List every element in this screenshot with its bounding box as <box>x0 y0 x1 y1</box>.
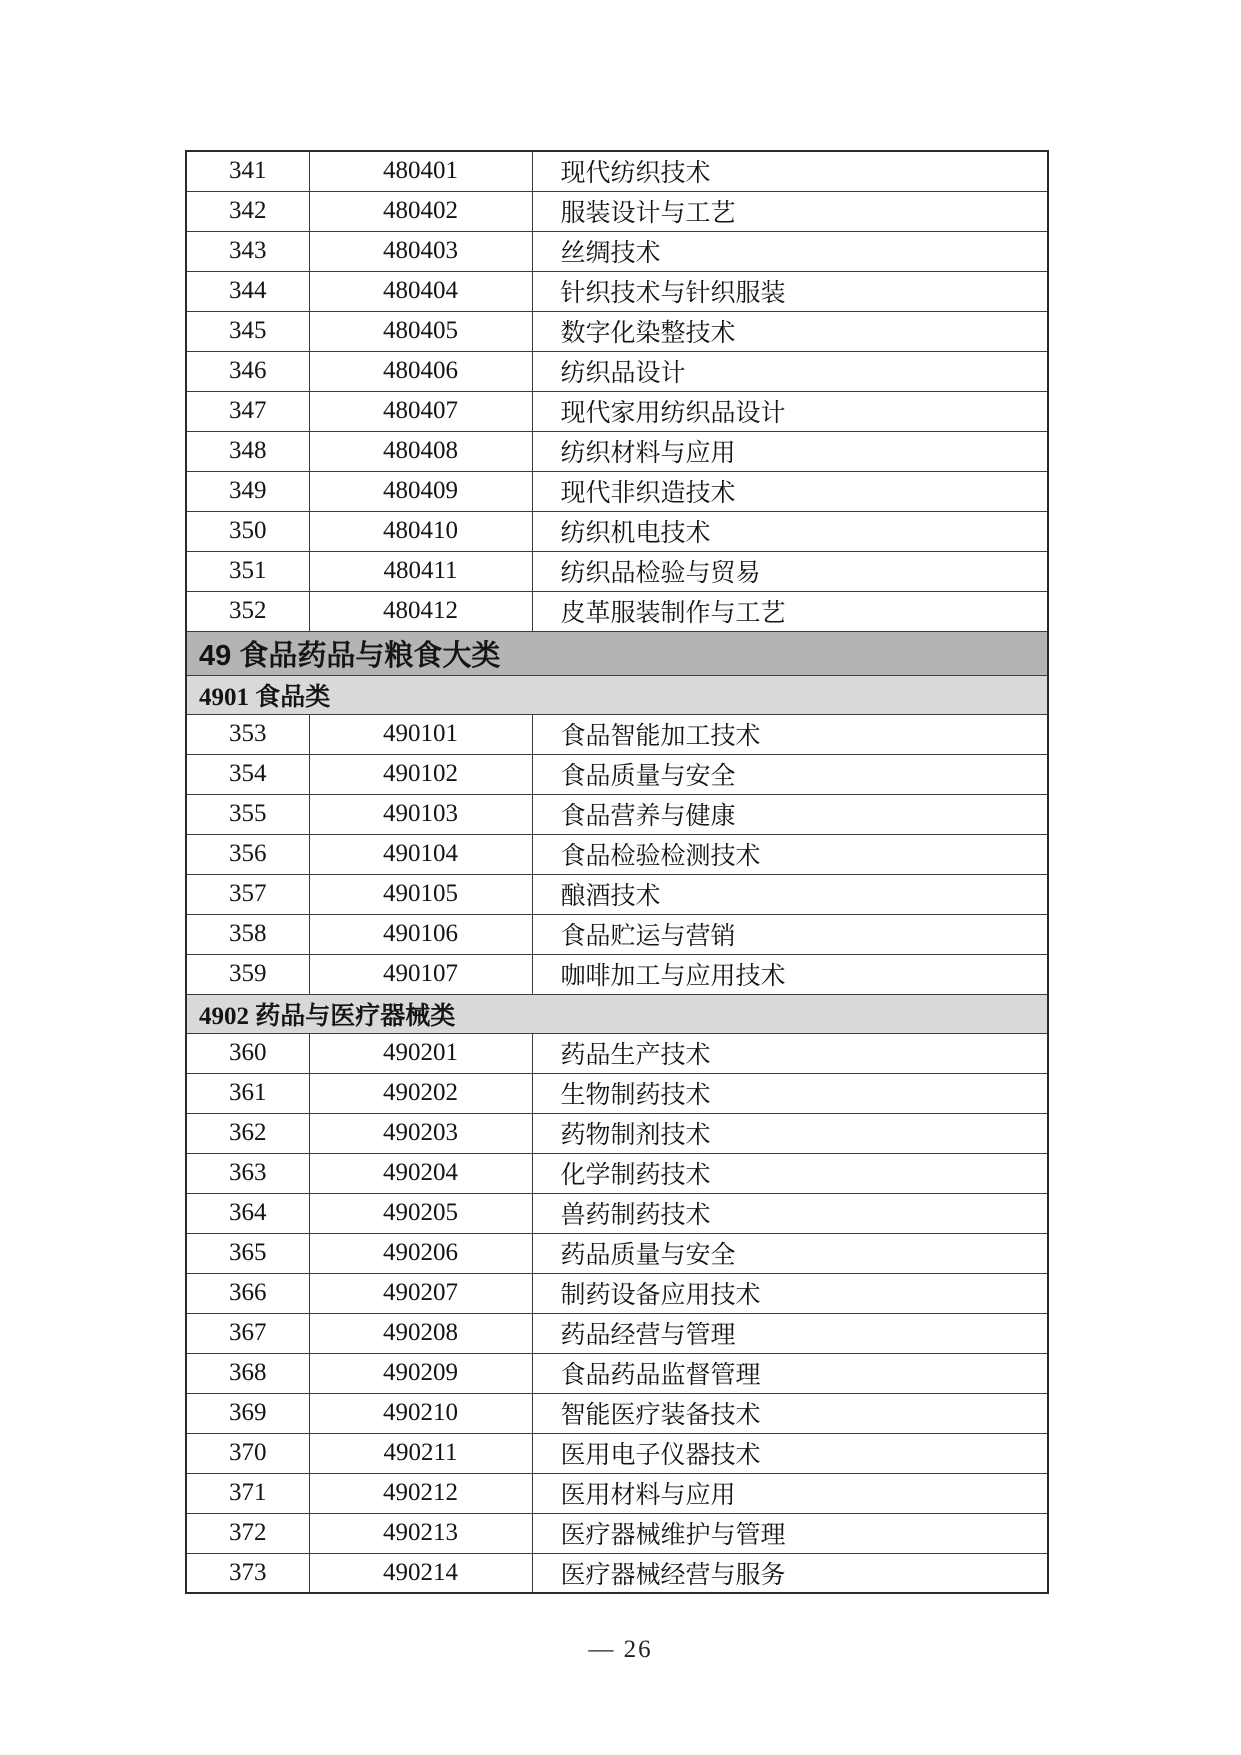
row-seq-number: 344 <box>186 271 309 311</box>
row-major-code: 490207 <box>309 1273 532 1313</box>
page-number: — 26 <box>588 1636 653 1663</box>
table-row <box>186 874 1048 914</box>
row-major-name: 智能医疗装备技术 <box>532 1393 1048 1433</box>
row-major-code: 490104 <box>309 834 532 874</box>
table-row <box>186 954 1048 994</box>
row-seq-number: 353 <box>186 714 309 754</box>
row-major-name: 现代纺织技术 <box>532 151 1048 191</box>
row-seq-number: 368 <box>186 1353 309 1393</box>
table-row <box>186 1393 1048 1433</box>
row-major-code: 490102 <box>309 754 532 794</box>
table-row <box>186 431 1048 471</box>
row-major-code: 490208 <box>309 1313 532 1353</box>
table-row <box>186 914 1048 954</box>
row-seq-number: 347 <box>186 391 309 431</box>
row-major-name: 现代家用纺织品设计 <box>532 391 1048 431</box>
row-major-name: 纺织品设计 <box>532 351 1048 391</box>
table-row <box>186 1193 1048 1233</box>
row-major-code: 480408 <box>309 431 532 471</box>
row-seq-number: 364 <box>186 1193 309 1233</box>
row-major-code: 490103 <box>309 794 532 834</box>
row-major-name: 药品生产技术 <box>532 1033 1048 1073</box>
row-major-name: 制药设备应用技术 <box>532 1273 1048 1313</box>
table-row <box>186 1153 1048 1193</box>
row-major-name: 化学制药技术 <box>532 1153 1048 1193</box>
row-major-code: 480401 <box>309 151 532 191</box>
row-major-code: 490202 <box>309 1073 532 1113</box>
row-major-name: 纺织材料与应用 <box>532 431 1048 471</box>
row-seq-number: 361 <box>186 1073 309 1113</box>
table-row <box>186 271 1048 311</box>
category-header-label: 49 食品药品与粮食大类 <box>186 631 1048 675</box>
table-row <box>186 311 1048 351</box>
row-major-code: 480402 <box>309 191 532 231</box>
row-major-code: 480412 <box>309 591 532 631</box>
row-seq-number: 349 <box>186 471 309 511</box>
row-major-code: 490209 <box>309 1353 532 1393</box>
table-row <box>186 754 1048 794</box>
row-major-name: 食品质量与安全 <box>532 754 1048 794</box>
row-major-name: 丝绸技术 <box>532 231 1048 271</box>
row-seq-number: 372 <box>186 1513 309 1553</box>
table-row <box>186 151 1048 191</box>
table-row <box>186 1273 1048 1313</box>
row-major-name: 兽药制药技术 <box>532 1193 1048 1233</box>
row-major-name: 服装设计与工艺 <box>532 191 1048 231</box>
row-major-code: 490212 <box>309 1473 532 1513</box>
row-seq-number: 346 <box>186 351 309 391</box>
row-seq-number: 357 <box>186 874 309 914</box>
table-row <box>186 1073 1048 1113</box>
row-major-code: 480406 <box>309 351 532 391</box>
row-seq-number: 343 <box>186 231 309 271</box>
table-row <box>186 1513 1048 1553</box>
subcategory-header-row <box>186 675 1048 714</box>
row-major-code: 480407 <box>309 391 532 431</box>
row-major-name: 皮革服装制作与工艺 <box>532 591 1048 631</box>
table-row <box>186 191 1048 231</box>
row-major-code: 490106 <box>309 914 532 954</box>
table-row <box>186 1433 1048 1473</box>
row-major-code: 490204 <box>309 1153 532 1193</box>
row-seq-number: 352 <box>186 591 309 631</box>
row-seq-number: 354 <box>186 754 309 794</box>
row-seq-number: 342 <box>186 191 309 231</box>
table-row <box>186 1473 1048 1513</box>
table-row <box>186 511 1048 551</box>
row-major-name: 医疗器械维护与管理 <box>532 1513 1048 1553</box>
row-major-name: 酿酒技术 <box>532 874 1048 914</box>
table-body <box>186 151 1048 1593</box>
row-major-code: 490210 <box>309 1393 532 1433</box>
row-seq-number: 348 <box>186 431 309 471</box>
row-seq-number: 355 <box>186 794 309 834</box>
row-seq-number: 363 <box>186 1153 309 1193</box>
category-header-row <box>186 631 1048 675</box>
row-major-code: 490107 <box>309 954 532 994</box>
row-major-name: 药品质量与安全 <box>532 1233 1048 1273</box>
row-major-code: 490203 <box>309 1113 532 1153</box>
row-seq-number: 371 <box>186 1473 309 1513</box>
row-major-code: 480405 <box>309 311 532 351</box>
row-seq-number: 365 <box>186 1233 309 1273</box>
table-row <box>186 1033 1048 1073</box>
row-major-name: 医疗器械经营与服务 <box>532 1553 1048 1593</box>
row-major-code: 490211 <box>309 1433 532 1473</box>
table-row <box>186 1113 1048 1153</box>
row-major-code: 490205 <box>309 1193 532 1233</box>
table-row <box>186 1553 1048 1593</box>
table-row <box>186 591 1048 631</box>
row-major-code: 490101 <box>309 714 532 754</box>
row-major-name: 纺织机电技术 <box>532 511 1048 551</box>
row-major-name: 针织技术与针织服装 <box>532 271 1048 311</box>
row-major-code: 490201 <box>309 1033 532 1073</box>
table-row <box>186 1353 1048 1393</box>
row-seq-number: 350 <box>186 511 309 551</box>
row-major-name: 药品经营与管理 <box>532 1313 1048 1353</box>
row-seq-number: 351 <box>186 551 309 591</box>
table-row <box>186 794 1048 834</box>
row-major-name: 数字化染整技术 <box>532 311 1048 351</box>
row-major-code: 480409 <box>309 471 532 511</box>
table-row <box>186 1233 1048 1273</box>
row-seq-number: 341 <box>186 151 309 191</box>
row-seq-number: 370 <box>186 1433 309 1473</box>
row-major-name: 医用材料与应用 <box>532 1473 1048 1513</box>
row-major-name: 生物制药技术 <box>532 1073 1048 1113</box>
row-major-name: 咖啡加工与应用技术 <box>532 954 1048 994</box>
subcategory-header-label: 4902 药品与医疗器械类 <box>186 994 1048 1033</box>
table-row <box>186 391 1048 431</box>
row-seq-number: 356 <box>186 834 309 874</box>
row-major-code: 480403 <box>309 231 532 271</box>
row-major-code: 490206 <box>309 1233 532 1273</box>
row-major-name: 医用电子仪器技术 <box>532 1433 1048 1473</box>
row-major-code: 490214 <box>309 1553 532 1593</box>
table-row <box>186 551 1048 591</box>
table-row <box>186 714 1048 754</box>
row-seq-number: 359 <box>186 954 309 994</box>
row-seq-number: 345 <box>186 311 309 351</box>
row-seq-number: 373 <box>186 1553 309 1593</box>
row-major-code: 480404 <box>309 271 532 311</box>
row-major-name: 食品贮运与营销 <box>532 914 1048 954</box>
row-major-name: 食品营养与健康 <box>532 794 1048 834</box>
row-major-code: 480410 <box>309 511 532 551</box>
row-seq-number: 369 <box>186 1393 309 1433</box>
row-major-name: 药物制剂技术 <box>532 1113 1048 1153</box>
row-seq-number: 367 <box>186 1313 309 1353</box>
subcategory-header-label: 4901 食品类 <box>186 675 1048 714</box>
table-row <box>186 1313 1048 1353</box>
row-major-name: 食品智能加工技术 <box>532 714 1048 754</box>
table-row <box>186 231 1048 271</box>
row-major-code: 490213 <box>309 1513 532 1553</box>
row-seq-number: 358 <box>186 914 309 954</box>
row-major-name: 食品药品监督管理 <box>532 1353 1048 1393</box>
row-major-code: 490105 <box>309 874 532 914</box>
row-seq-number: 366 <box>186 1273 309 1313</box>
row-major-name: 现代非织造技术 <box>532 471 1048 511</box>
table-row <box>186 351 1048 391</box>
major-code-table <box>185 150 1049 1594</box>
row-seq-number: 360 <box>186 1033 309 1073</box>
subcategory-header-row <box>186 994 1048 1033</box>
row-seq-number: 362 <box>186 1113 309 1153</box>
row-major-code: 480411 <box>309 551 532 591</box>
row-major-name: 食品检验检测技术 <box>532 834 1048 874</box>
table-row <box>186 834 1048 874</box>
table-row <box>186 471 1048 511</box>
row-major-name: 纺织品检验与贸易 <box>532 551 1048 591</box>
